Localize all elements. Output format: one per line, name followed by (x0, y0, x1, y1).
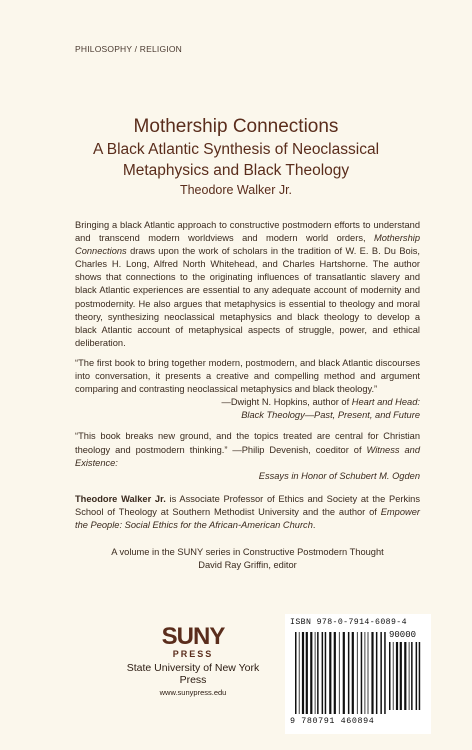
book-subtitle-line2: Metaphysics and Black Theology (122, 162, 350, 179)
barcode-bar (376, 632, 378, 714)
barcode-bar (371, 632, 373, 714)
quote-1-attr-book-line2: Black Theology—Past, Present, and Future (241, 410, 420, 421)
addon-barcode (389, 642, 425, 712)
barcode-bar (302, 632, 304, 714)
barcode-bar (295, 632, 297, 714)
barcode-bar (409, 642, 410, 710)
series-note (75, 546, 420, 572)
title-block (0, 116, 472, 198)
quote-2-text: “This book breaks new ground, and the topics treated are central for Christian theology and postmodern thinking.” (75, 431, 420, 455)
barcode-bar (343, 632, 345, 714)
quote-1-attribution (75, 396, 420, 422)
barcode-bar (322, 632, 324, 714)
book-subtitle-line1: A Black Atlantic Synthesis of Neoclassical (92, 141, 380, 158)
barcode-bar (416, 642, 418, 710)
ean-digits: 9 780791 460894 (290, 716, 375, 726)
barcode-bar (411, 642, 413, 710)
publisher-name: State University of New York Press (126, 662, 260, 686)
quote-1: “The first book to bring together modern, postmodern, and black Atlantic discourses into conversation, it presents a creative and compelling method and argument comparing and contrasting neoclassical metaphysics and black theology.” (75, 357, 420, 395)
logo-press-text: PRESS (172, 649, 214, 659)
blurb-part1: Bringing a black Atlantic approach to constructive postmodern efforts to understand and transcend modern worldviews and modern world orders, (75, 220, 420, 244)
barcode-bar (361, 632, 363, 714)
barcode-box (285, 614, 431, 734)
price-code: 90000 (389, 630, 417, 640)
quote-2 (75, 430, 420, 469)
isbn-label: ISBN 978-0-7914-6089-4 (290, 618, 407, 627)
ean-barcode (295, 632, 387, 716)
suny-press-logo (147, 624, 239, 660)
book-title: Mothership Connections (133, 116, 339, 137)
bio-book: Empower the People: Social Ethics for the African-American Church (75, 506, 420, 530)
barcode-bar (384, 632, 386, 714)
quote-2-attr-book-line2: Essays in Honor of Schubert M. Ogden (258, 470, 420, 481)
barcode-bar (352, 632, 354, 714)
quote-2-attr-book-line1: Witness and Existence: (75, 444, 421, 468)
publisher-url: www.sunypress.edu (159, 688, 227, 697)
barcode-bar (404, 642, 406, 710)
barcode-bar (334, 632, 336, 714)
publisher-block (118, 624, 268, 697)
bio-text: is Associate Professor of Ethics and Society at the Perkins School of Theology at Southern Methodist University and the author of (75, 493, 420, 517)
barcode-bar (396, 642, 398, 710)
barcode-bar (380, 632, 382, 714)
author-name: Theodore Walker Jr. (179, 183, 293, 197)
barcode-bar (299, 632, 300, 714)
blurb-paragraph (75, 219, 420, 350)
blurb-part2: draws upon the work of scholars in the tradition of W. E. B. Du Bois, Charles H. Long, Alfred North Whitehead, and Charles Hartshorne. The author shows that connections to the originating influences of transatlantic slavery and black Atlantic experiences are essential to any adequate account of modernity and postmodernity. He also argues that metaphysics is essential to theology and moral theory, synthesizing neoclassical metaphysics and black theology to develop a black Atlantic account of metaphysical aspects of struggle, power, and ethical deliberation. (75, 246, 420, 348)
barcode-bar (389, 642, 391, 710)
series-line1: A volume in the SUNY series in Constructive Postmodern Thought (111, 547, 384, 558)
quote-2-attr-prefix: —Philip Devenish, coeditor of (227, 444, 367, 455)
quote-2-attribution (75, 470, 420, 483)
barcode-bar (348, 632, 350, 714)
logo-suny-text: SUNY (161, 624, 225, 650)
author-bio (75, 493, 420, 532)
barcode-bar (368, 632, 369, 714)
back-cover-text (75, 219, 420, 572)
barcode-bar (400, 642, 402, 710)
barcode-bar (317, 632, 319, 714)
series-editor: David Ray Griffin, editor (198, 560, 297, 571)
barcode-bar (357, 632, 358, 714)
quote-1-attr-prefix: —Dwight N. Hopkins, author of (221, 397, 352, 408)
barcode-bar (329, 632, 331, 714)
barcode-bar (393, 642, 394, 710)
bio-end: . (312, 519, 316, 530)
quote-1-attr-book-line1: Heart and Head: (351, 397, 420, 408)
barcode-bar (419, 642, 421, 710)
barcode-bar (315, 632, 316, 714)
barcode-bar (325, 632, 327, 714)
barcode-bar (339, 632, 340, 714)
blurb-italic-title: Mothership Connections (75, 233, 420, 257)
category-label: PHILOSOPHY / RELIGION (75, 44, 183, 54)
bio-name: Theodore Walker Jr. (75, 493, 166, 504)
barcode-bar (365, 632, 366, 714)
barcode-bar (310, 632, 312, 714)
barcode-bar (306, 632, 308, 714)
